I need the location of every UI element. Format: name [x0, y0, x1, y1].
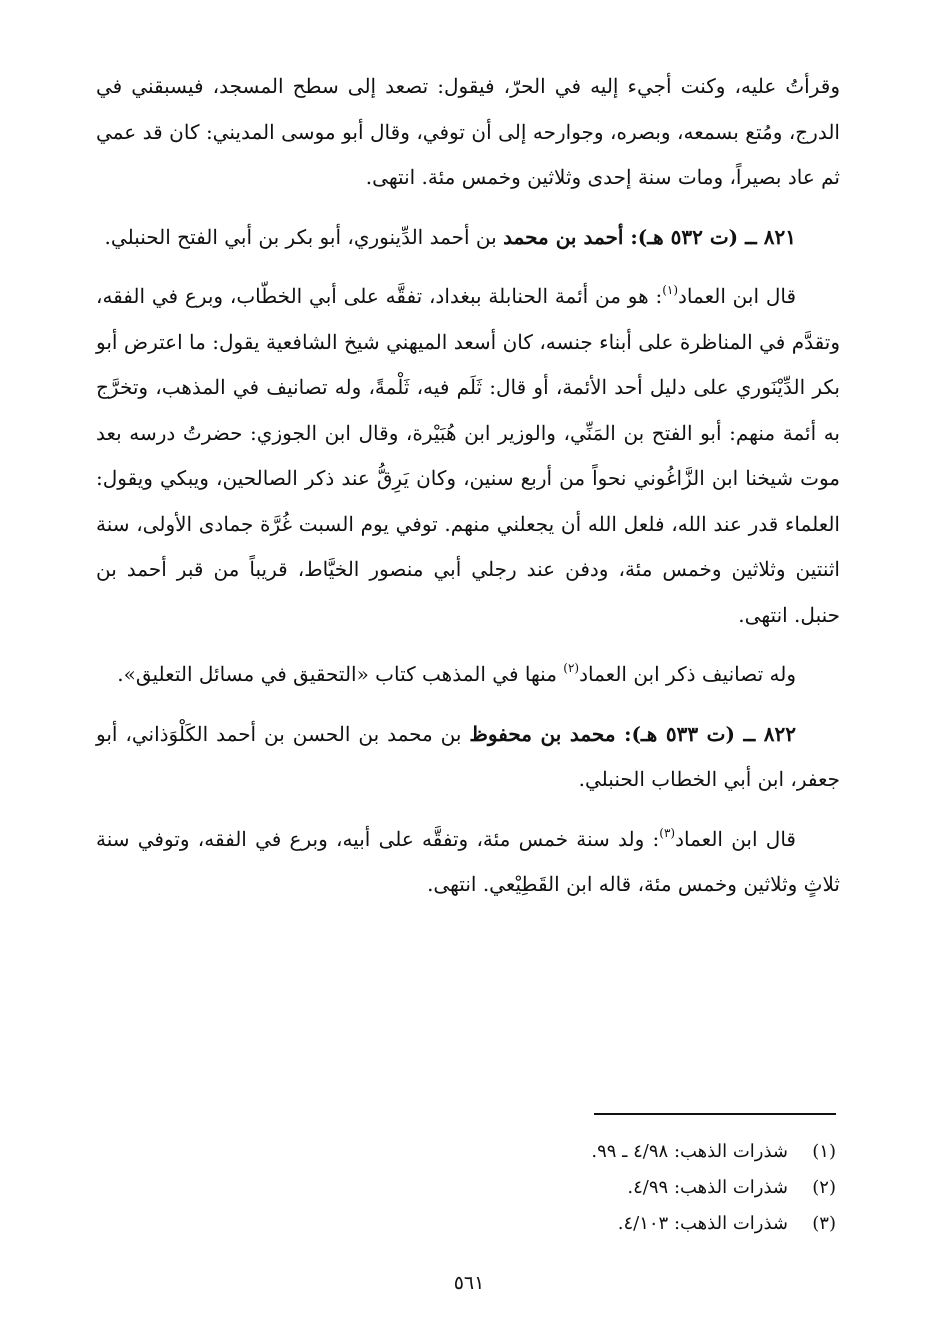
footnote-1 [300, 1134, 836, 1170]
works-intro: وله تصانيف ذكر ابن العماد [579, 662, 796, 686]
footnote-number: (٢) [812, 1177, 836, 1198]
footnotes [300, 1134, 836, 1242]
entry-822 [96, 712, 840, 803]
main-text [96, 64, 840, 908]
entry-821-biography [96, 274, 840, 638]
entry-822-biography [96, 817, 840, 908]
footnote-text: شذرات الذهب: ٤/٩٩. [627, 1177, 788, 1198]
biography-text: : هو من أئمة الحنابلة ببغداد، تفقَّه على أبي الخطّاب، وبرع في الفقه، وتقدَّم في المناظرة على أبناء جنسه، كان أسعد الميهني شيخ الشافعية يقول: ما اعترض أبو بكر الدِّيْنَوري على دليل أحد الأئمة، أو قال: ثَلَم فيه، ثَلْمةً، وله تصانيف في المذهب، وتخرَّج به أئمة منهم: أبو الفتح بن المَنِّي، والوزير ابن هُبَيْرة، وقال ابن الجوزي: حضرتُ درسه بعد موت شيخنا ابن الزَّاغُوني نحواً من أربع سنين، وكان يَرِقُّ عند ذكر الصالحين، ويبكي ويقول: العلماء قدر عند الله، فلعل الله أن يجعلني منهم. توفي يوم السبت غُرَّة جمادى الأولى، سنة اثنتين وثلاثين وخمس مئة، ودفن عند رجلي أبي منصور الخيَّاط، قريباً من قبر أحمد بن حنبل. انتهى. [96, 284, 840, 627]
footnote-separator [594, 1113, 836, 1115]
entry-821-works [96, 652, 840, 698]
entry-821-heading: ٨٢١ ــ (ت ٥٣٢ هـ): أحمد بن محمد [503, 224, 796, 249]
entry-821-text: بن أحمد الدِّينوري، أبو بكر بن أبي الفتح الحنبلي. [104, 224, 504, 249]
footnote-text: شذرات الذهب: ٤/١٠٣. [617, 1213, 788, 1234]
footnote-2 [300, 1170, 836, 1206]
footnote-text: شذرات الذهب: ٤/٩٨ ـ ٩٩. [591, 1141, 788, 1162]
entry-822-text: بن محمد بن الحسن بن أحمد الكَلْوَذاني، أبو جعفر، ابن أبي الخطاب الحنبلي. [96, 721, 840, 791]
footnote-number: (١) [812, 1141, 836, 1162]
footnote-3 [300, 1206, 836, 1242]
footnote-number: (٣) [812, 1213, 836, 1234]
biography-intro: قال ابن العماد [678, 284, 797, 308]
biography-text: : ولد سنة خمس مئة، وتفقَّه على أبيه، وبرع في الفقه، وتوفي سنة ثلاثٍ وثلاثين وخمس مئة، قاله ابن القَطِيْعي. انتهى. [96, 826, 840, 896]
entry-822-heading: ٨٢٢ ــ (ت ٥٣٣ هـ): محمد بن محفوظ [469, 721, 796, 746]
page-number: ٥٦١ [453, 1272, 485, 1294]
biography-intro: قال ابن العماد [675, 826, 796, 851]
footnote-ref-3[interactable]: (٣) [659, 825, 676, 840]
footnote-ref-1[interactable]: (١) [662, 283, 679, 297]
entry-821 [96, 215, 840, 261]
works-text: منها في المذهب كتاب «التحقيق في مسائل التعليق». [117, 662, 564, 686]
footnote-ref-2[interactable]: (٢) [563, 661, 580, 675]
paragraph-continuation: وقرأتُ عليه، وكنت أجيء إليه في الحرّ، فيقول: تصعد إلى سطح المسجد، فيسبقني في الدرج، ومُتع بسمعه، وبصره، وجوارحه إلى أن توفي، وقال أبو موسى المديني: كان قد عمي ثم عاد بصيراً، ومات سنة إحدى وثلاثين وخمس مئة. انتهى. [96, 74, 840, 189]
